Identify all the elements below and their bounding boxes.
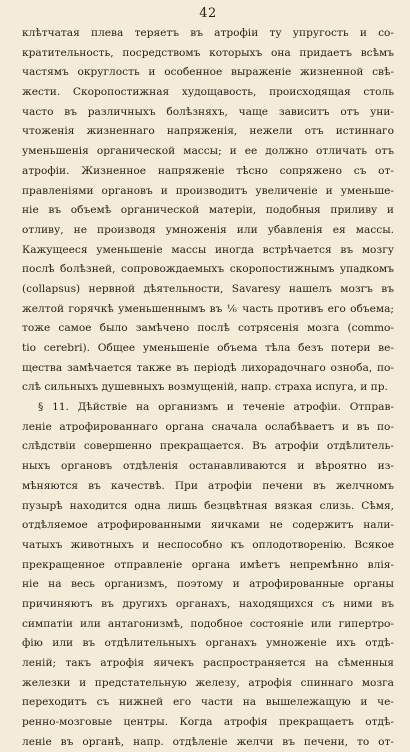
text-line: фію или въ отдѣлительныхъ органахъ умноженіе ихъ отдѣ- — [22, 637, 394, 650]
text-line: мѣняются въ качествѣ. При атрофіи печени въ желчномъ — [22, 479, 394, 492]
body-text — [22, 24, 394, 752]
text-line: ніе на весь организмъ, поэтому и атрофированные органы — [22, 578, 394, 591]
text-line: прекращенное отправленіе органа имѣетъ непремѣнно влія- — [22, 558, 394, 571]
text-line: tio cerebri). Общее уменьшеніе объема тѣла безъ потери ве- — [22, 342, 394, 354]
text-line: переходитъ съ нижней его части на вышележащую и че- — [22, 696, 394, 709]
text-line: пузырѣ находится одна лишь безцвѣтная вязкая слизь. Сѣмя, — [22, 499, 394, 512]
text-line: атрофіи. Жизненное напряженіе тѣсно сопряжено съ от- — [22, 164, 394, 177]
text-line: причиняютъ въ другихъ органахъ, находящихся съ ними въ — [22, 597, 394, 610]
text-line: жести. Скоропостижная худощавость, происходящая столь — [22, 86, 394, 99]
text-line: клѣтчатая плева теряетъ въ атрофіи ту упругость и со- — [22, 27, 394, 39]
text-line: послѣ болѣзней, сопровождаемыхъ скоропостижнымъ упадкомъ — [22, 263, 394, 276]
text-line: (collapsus) нервной дѣятельности, Savaresy нашелъ мозгъ въ — [22, 282, 394, 295]
text-line: ренно-мозговые центры. Когда атрофія прекращаетъ отдѣ- — [22, 716, 394, 729]
text-line: тоже самое было замѣчено послѣ сотрясенія мозга (commo- — [22, 322, 394, 335]
text-line: § 11. Дѣйствіе на организмъ и теченіе атрофіи. Отправ- — [38, 401, 394, 414]
text-line: частямъ округлость и особенное выраженіе жизненной свѣ- — [22, 66, 394, 79]
text-line: отдѣляемое атрофированными яичками не содержитъ нали- — [22, 519, 394, 532]
text-line: чатыхъ животныхъ и неспособно къ оплодотворенію. Всякое — [22, 538, 394, 551]
text-line: ныхъ органовъ отдѣленія останавливаются и вѣроятно из- — [22, 460, 394, 473]
text-line: леній; такъ атрофія яичекъ распространяется на сѣменныя — [22, 657, 394, 669]
text-line: слѣ сильныхъ душевныхъ возмущеній, напр. страха испуга, и пр. — [22, 381, 388, 394]
text-line: кратительность, посредствомъ которыхъ она придаетъ всѣмъ — [22, 46, 394, 59]
text-line: щества замѣчается также въ періодѣ лихорадочнаго озноба, по- — [22, 361, 394, 374]
text-line: чтоженія жизненнаго напряженія, нежели отъ истиннаго — [22, 125, 394, 138]
text-line: слѣдствіи совершенно прекращается. Въ атрофіи отдѣлитель- — [22, 440, 394, 453]
text-line: симпатіи или антагонизмѣ, подобное состояніе или гипертро- — [22, 617, 394, 630]
page-number: 42 — [199, 6, 217, 21]
text-line: Кажущееся уменьшеніе массы иногда встрѣчается въ мозгу — [22, 243, 394, 256]
text-line: уменьшенія органической массы; и ее должно отличать отъ — [22, 145, 394, 158]
text-line: железки и предстательную железу, атрофія спиннаго мозга — [22, 676, 394, 689]
text-line: леніе въ органѣ, напр. отдѣленіе желчи въ печени, то от- — [22, 735, 394, 748]
text-line: желтой горячкѣ уменьшеннымъ въ ⅙ часть противъ его объема; — [22, 302, 394, 315]
text-line: леніе атрофированнаго органа сначала ослабѣваетъ и въ по- — [22, 420, 394, 433]
text-line: ніе въ объемѣ органической матеріи, подобныя приливу и — [22, 204, 394, 217]
text-line: отливу, не производя умноженія или убавленія ея массы. — [22, 223, 394, 236]
text-line: правленіями органовъ и производитъ увеличеніе и уменьше- — [22, 184, 394, 197]
text-line: часто въ различныхъ болѣзняхъ, чаще зависитъ отъ уни- — [22, 105, 394, 118]
